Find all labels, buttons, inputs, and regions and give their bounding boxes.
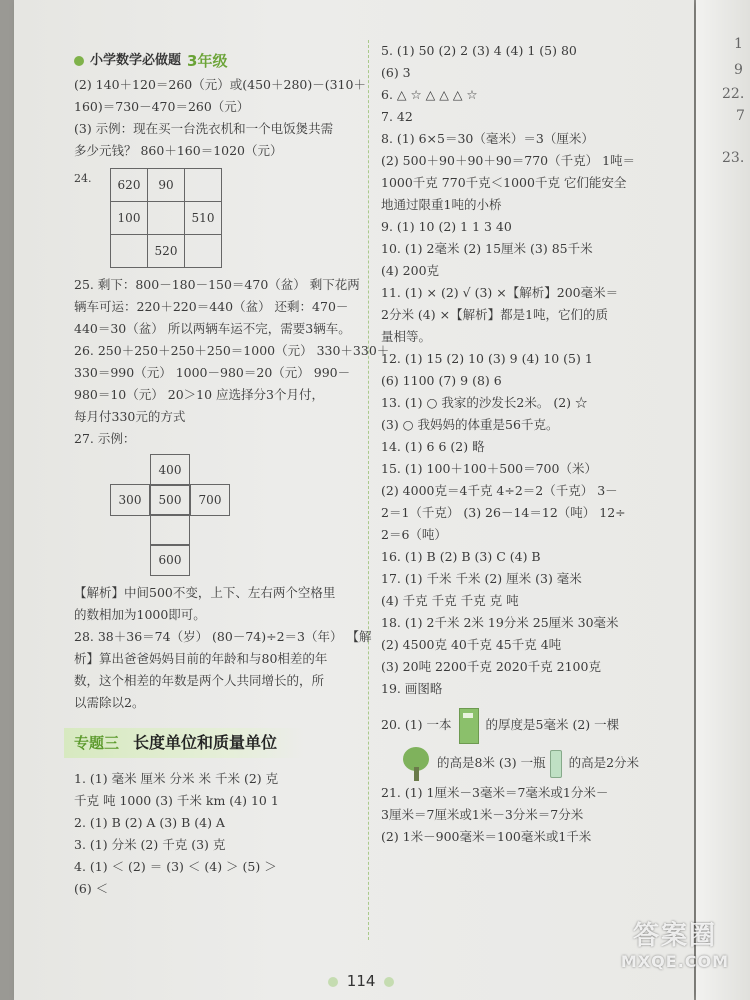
answer-line: 330＝990（元） 1000－980＝20（元） 990－ — [74, 365, 351, 380]
q20-text: 的高是8米 (3) 一瓶 — [436, 755, 546, 770]
page-number-dot-icon — [328, 977, 338, 987]
q24-grid — [110, 168, 222, 268]
grid-cell — [111, 235, 148, 268]
answer-line: 12. (1) 15 (2) 10 (3) 9 (4) 10 (5) 1 — [381, 351, 593, 366]
cross-cell-bottom: 600 — [150, 544, 190, 576]
answer-line: 1000千克 770千克＜1000千克 它们能安全 — [381, 175, 627, 190]
answer-line: 440＝30（盆） 所以两辆车运不完，需要3辆车。 — [74, 321, 351, 336]
answer-line: 2＝1（千克） (3) 26－14＝12（吨） 12÷ — [381, 505, 626, 520]
q27-cross-grid — [110, 454, 364, 574]
grid-cell: 100 — [111, 202, 148, 235]
adjacent-page-number: 1 — [734, 36, 743, 52]
watermark-url: MXQE.COM — [620, 952, 730, 971]
answer-line: (4) 千克 千克 千克 克 吨 — [381, 593, 519, 608]
q20-text: 的高是2分米 — [568, 755, 640, 770]
tree-icon — [403, 747, 429, 781]
adjacent-page-number: 23. — [722, 150, 745, 166]
answer-line: 千克 吨 1000 (3) 千米 km (4) 10 1 — [74, 793, 279, 808]
book-icon — [459, 708, 479, 744]
answer-line: (2) 4000克＝4千克 4÷2＝2（千克） 3－ — [381, 483, 618, 498]
answer-line: (6) 1100 (7) 9 (8) 6 — [381, 373, 502, 388]
answer-line: 析】算出爸爸妈妈目前的年龄和与80相差的年 — [74, 651, 328, 666]
cross-cell-bottom-gap — [150, 514, 190, 546]
answer-line: 5. (1) 50 (2) 2 (3) 4 (4) 1 (5) 80 — [381, 43, 577, 58]
answer-line: 13. (1) ○ 我家的沙发长2米。 (2) ☆ — [381, 395, 588, 410]
answer-line: 2＝6（吨） — [381, 527, 447, 542]
answer-line: 980＝10（元） 20＞10 应选择分3个月付， — [74, 387, 324, 402]
q20-line-1 — [381, 706, 666, 744]
answer-line: 26. 250＋250＋250＋250＝1000（元） 330＋330＋ — [74, 343, 390, 358]
answer-line: 3厘米＝7厘米或1米－3分米＝7分米 — [381, 807, 584, 822]
answer-line: (3) ○ 我妈妈的体重是56千克。 — [381, 417, 559, 432]
cross-cell-top: 400 — [150, 454, 190, 486]
q20-text: 20. (1) 一本 — [381, 717, 452, 732]
section-header — [64, 728, 304, 758]
answer-line: (6) ＜ — [74, 881, 109, 896]
adjacent-page-number: 22. — [722, 86, 745, 102]
answer-line: 8. (1) 6×5＝30（毫米）＝3（厘米） — [381, 131, 594, 146]
answer-line: 每月付330元的方式 — [74, 409, 186, 424]
answer-line: 21. (1) 1厘米－3毫米＝7毫米或1分米－ — [381, 785, 609, 800]
answer-line: 量相等。 — [381, 329, 432, 344]
adjacent-page-number: 9 — [734, 62, 743, 78]
grid-cell — [148, 202, 185, 235]
answer-line: 17. (1) 千米 千米 (2) 厘米 (3) 毫米 — [381, 571, 582, 586]
answer-line: (2) 140＋120＝260（元）或(450＋280)－(310＋ — [74, 77, 366, 92]
answer-line: 2分米 (4) ×【解析】都是1吨，它们的质 — [381, 307, 609, 322]
answer-line: (2) 500＋90＋90＋90＝770（千克） 1吨＝ — [381, 153, 636, 168]
answer-line: 16. (1) B (2) B (3) C (4) B — [381, 549, 541, 564]
answer-line: 以需除以2。 — [74, 695, 145, 710]
answer-line: 11. (1) × (2) √ (3) ×【解析】200毫米＝ — [381, 285, 619, 300]
answer-line: 28. 38＋36＝74（岁） (80－74)÷2＝3（年） 【解 — [74, 629, 372, 644]
answer-line: 15. (1) 100＋100＋500＝700（米） — [381, 461, 597, 476]
book-page — [14, 0, 694, 1000]
answer-line: (3) 20吨 2200千克 2020千克 2100克 — [381, 659, 601, 674]
section-title: 长度单位和质量单位 — [133, 733, 278, 752]
grid-cell: 510 — [185, 202, 222, 235]
answer-line: (6) 3 — [381, 65, 411, 80]
grid-cell: 90 — [148, 169, 185, 202]
grid-cell: 620 — [111, 169, 148, 202]
page-header — [74, 50, 364, 72]
answer-line: 多少元钱？ 860＋160＝1020（元） — [74, 143, 283, 158]
q24-grid-wrap — [110, 168, 364, 268]
answer-line: 9. (1) 10 (2) 1 1 3 40 — [381, 219, 512, 234]
q20-line-2 — [381, 744, 666, 782]
answer-line: 辆车可运：220＋220＝440（盆） 还剩：470－ — [74, 299, 349, 314]
answer-line: (2) 1米－900毫米＝100毫米或1千米 — [381, 829, 592, 844]
header-bullet-icon — [74, 56, 84, 66]
answer-line: 25. 剩下：800－180－150＝470（盆） 剩下花两 — [74, 277, 360, 292]
left-column — [74, 50, 390, 900]
header-title: 小学数学必做题 — [90, 53, 182, 68]
answer-line: 2. (1) B (2) A (3) B (4) A — [74, 815, 225, 830]
answer-line: 19. 画图略 — [381, 681, 443, 696]
grid-cell — [185, 235, 222, 268]
answer-line: 地通过限重1吨的小桥 — [381, 197, 502, 212]
answer-line: 160)＝730－470＝260（元） — [74, 99, 250, 114]
answer-line: 6. △ ☆ △ △ △ ☆ — [381, 87, 478, 102]
section-label: 专题三 — [74, 734, 120, 752]
header-grade: 3年级 — [187, 52, 228, 70]
cross-cell-right: 700 — [190, 484, 230, 516]
answer-line: 18. (1) 2千米 2米 19分米 25厘米 30毫米 — [381, 615, 619, 630]
page-number-dot-icon — [384, 977, 394, 987]
answer-line: 10. (1) 2毫米 (2) 15厘米 (3) 85千米 — [381, 241, 593, 256]
adjacent-page-number: 7 — [736, 108, 745, 124]
answer-line: (3) 示例：现在买一台洗衣机和一个电饭煲共需 — [74, 121, 334, 136]
answer-line: 7. 42 — [381, 109, 413, 124]
q24-label: 24. — [74, 172, 92, 185]
answer-line: (4) 200克 — [381, 263, 440, 278]
q27-label: 27. 示例： — [74, 431, 136, 446]
q24-block — [74, 168, 364, 268]
grid-cell — [185, 169, 222, 202]
answer-line: (2) 4500克 40千克 45千克 4吨 — [381, 637, 562, 652]
page-number-text: 114 — [346, 972, 376, 990]
adjacent-page-edge — [696, 0, 750, 1000]
right-column — [381, 40, 666, 848]
column-divider — [368, 40, 369, 940]
bottle-icon — [550, 750, 562, 778]
answer-line: 数，这个相差的年数是两个人共同增长的，所 — [74, 673, 325, 688]
answer-line: 【解析】中间500不变，上下、左右两个空格里 — [74, 585, 336, 600]
q20-text: 的厚度是5毫米 (2) 一棵 — [485, 717, 620, 732]
answer-line: 的数相加为1000即可。 — [74, 607, 206, 622]
page-number — [324, 972, 398, 990]
watermark-logo — [600, 915, 750, 971]
cross-cell-left: 300 — [110, 484, 150, 516]
answer-line: 1. (1) 毫米 厘米 分米 米 千米 (2) 克 — [74, 771, 279, 786]
cross-cell-center: 500 — [150, 484, 190, 516]
answer-line: 3. (1) 分米 (2) 千克 (3) 克 — [74, 837, 226, 852]
answer-line: 14. (1) 6 6 (2) 略 — [381, 439, 485, 454]
answer-line: 4. (1) ＜ (2) ＝ (3) ＜ (4) ＞ (5) ＞ — [74, 859, 277, 874]
watermark-text: 答案圈 — [632, 921, 717, 951]
grid-cell: 520 — [148, 235, 185, 268]
